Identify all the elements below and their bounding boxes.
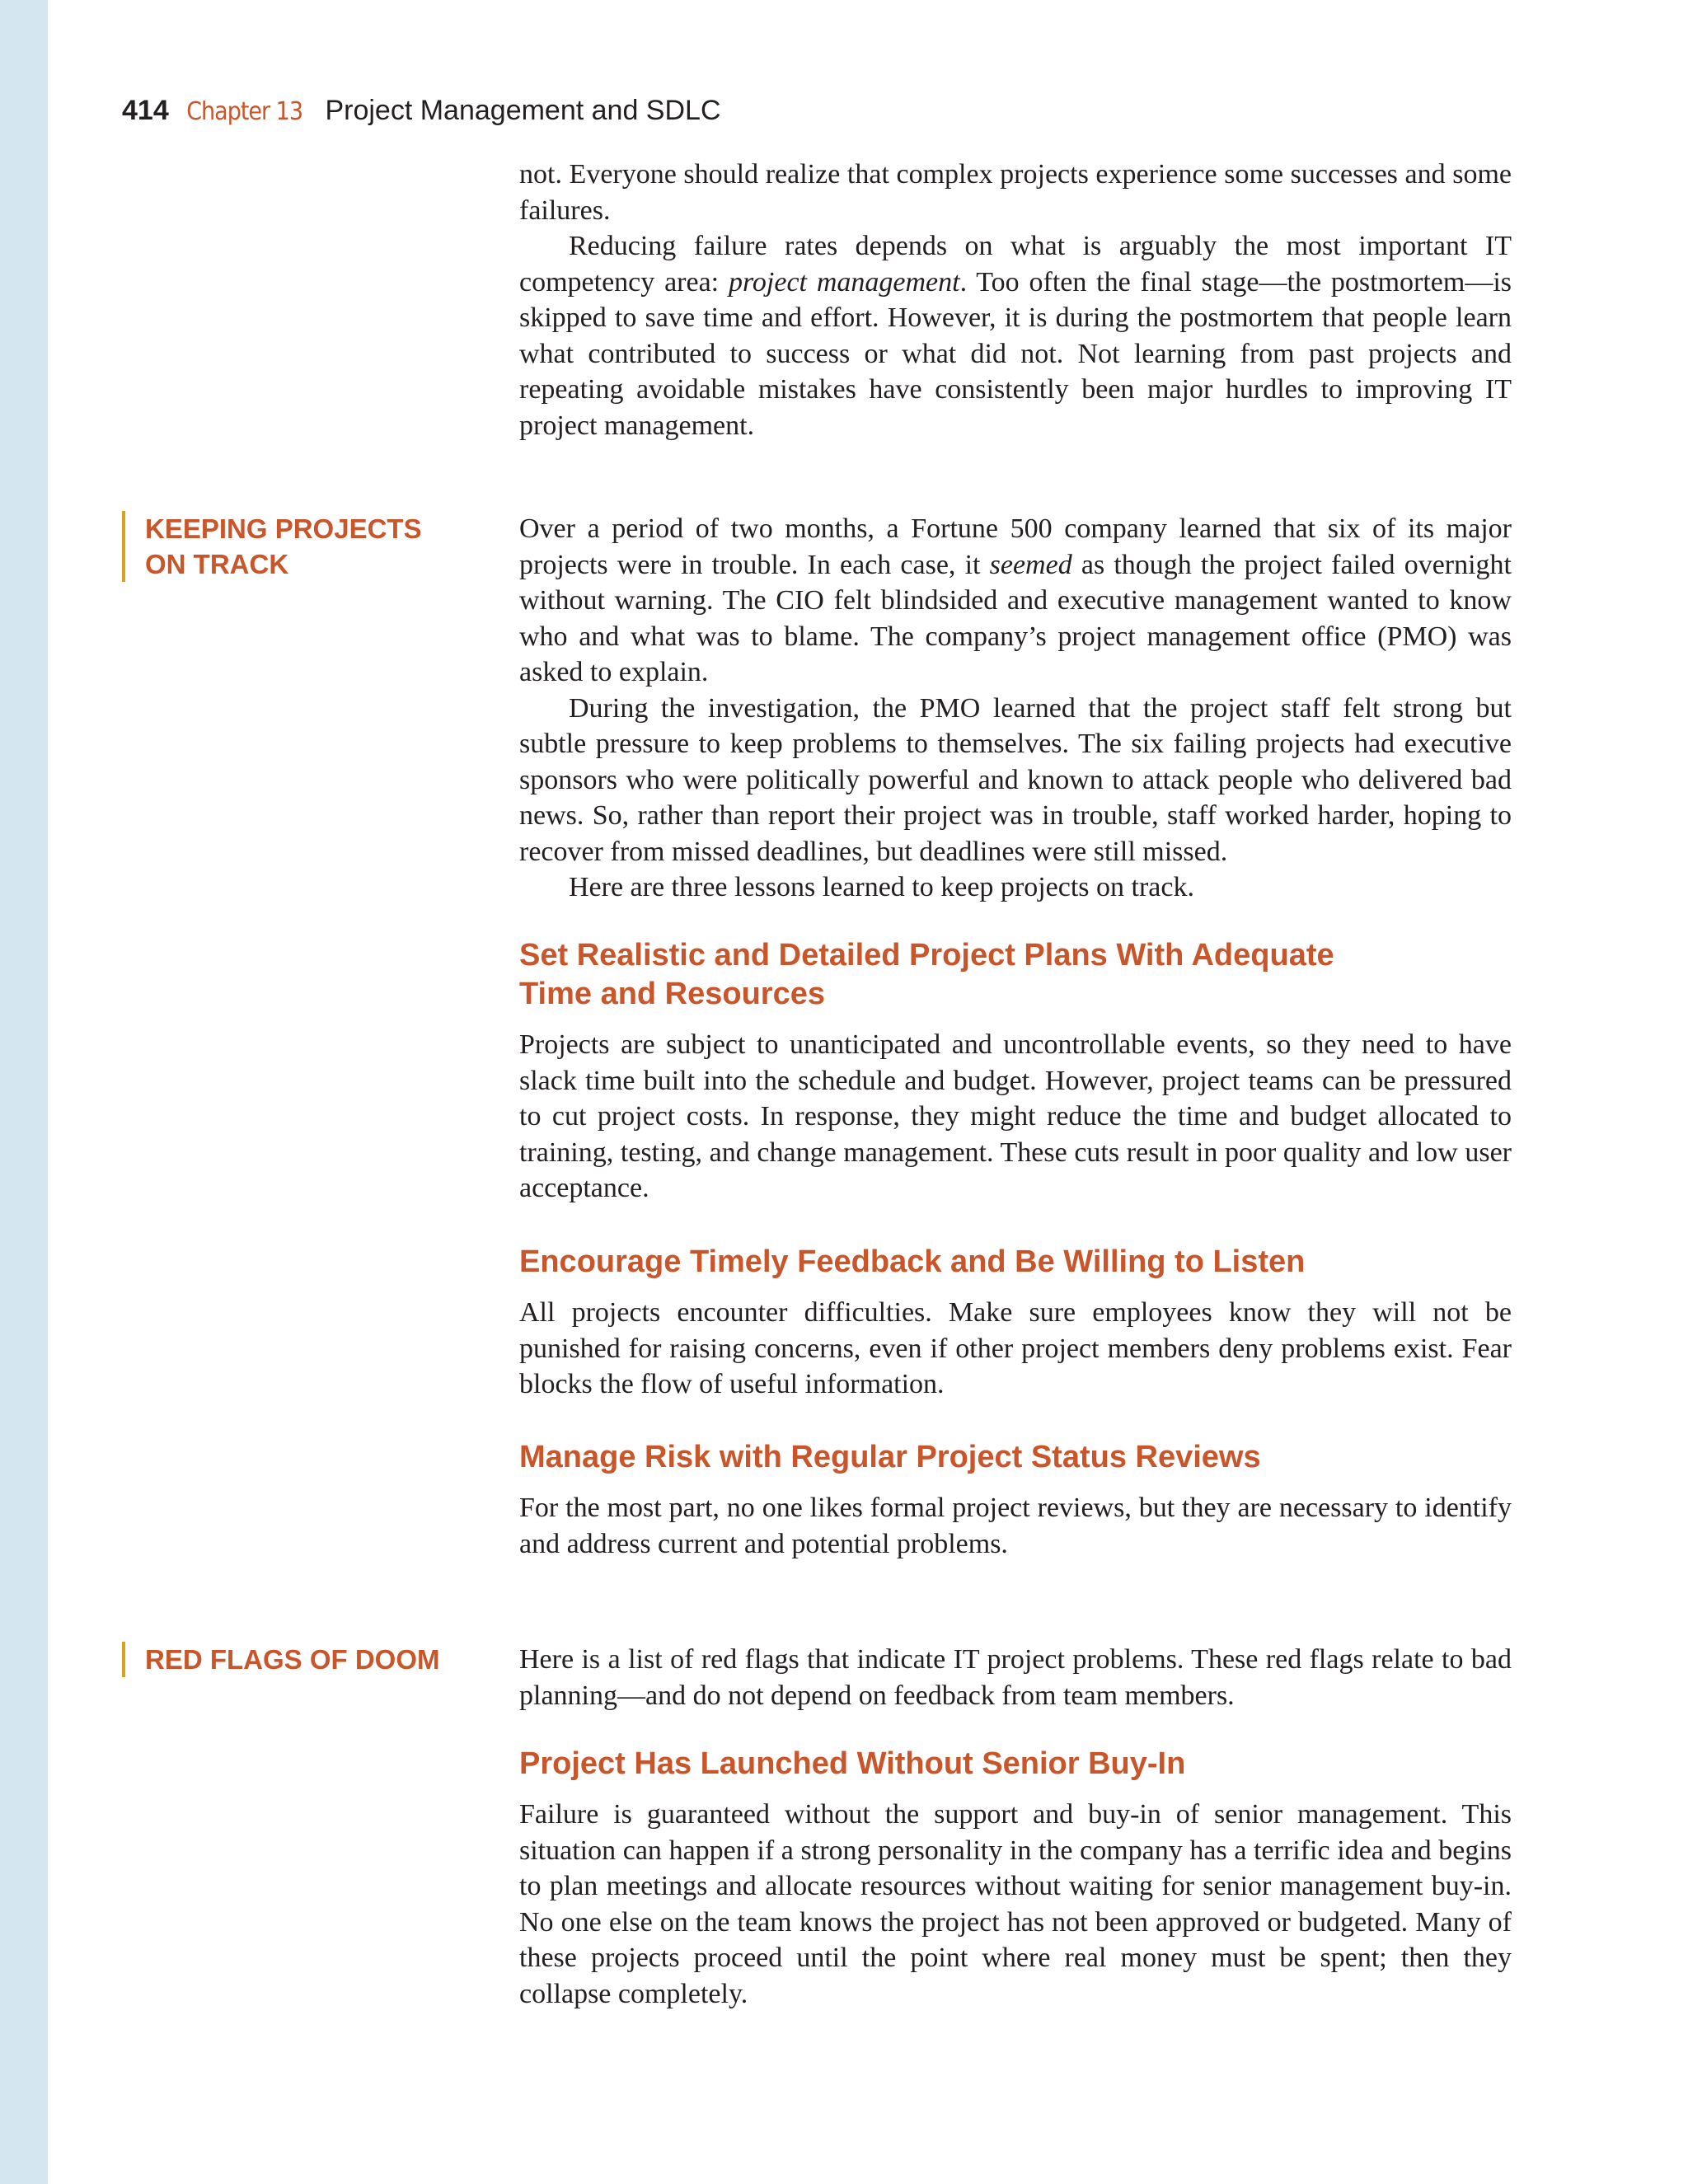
keeping-paragraph-3: Here are three lessons learned to keep projects on track.: [569, 872, 1194, 902]
red-flags-section: [519, 1642, 1512, 1713]
keeping-p1-emphasis: seemed: [989, 549, 1072, 580]
intro-p2-text-b: . Too often the final stage—the postmortem—is skipped to save time and effort. However, it is during the postmortem that people learn what contributed to success or what did not. Not learning from past projects and repeating avoidable mistakes have consistently been major hurdles to improving IT project management.: [519, 266, 1512, 441]
intro-paragraph-2: [519, 228, 1512, 443]
chapter-title: Project Management and SDLC: [325, 95, 721, 126]
manage-risk-paragraph: For the most part, no one likes formal project reviews, but they are necessary to identify and address current and potential problems.: [519, 1493, 1512, 1559]
subheading-senior-buy-in: Project Has Launched Without Senior Buy-In: [519, 1746, 1186, 1781]
subsection-senior-buy-in: [519, 1745, 1512, 2012]
side-heading-line-2: ON TRACK: [145, 549, 289, 579]
page-number: 414: [122, 95, 169, 126]
keeping-p1-text-a: Over a period of two months, a Fortune 500 company learned that six of its major projects were in trouble. In each case, it: [519, 513, 1512, 580]
subsection-manage-risk: [519, 1438, 1512, 1562]
intro-p2-emphasis: project management: [728, 266, 960, 298]
subheading-timely-feedback: Encourage Timely Feedback and Be Willing to Listen: [519, 1244, 1306, 1279]
subheading-realistic-plans: [519, 936, 1512, 1014]
subsection-realistic-plans: [519, 936, 1512, 1207]
red-flags-paragraph-1: Here is a list of red flags that indicate IT project problems. These red flags relate to bad planning—and do not depend on feedback from team members.: [519, 1644, 1512, 1711]
side-heading-line-1: KEEPING PROJECTS: [145, 513, 422, 544]
keeping-paragraph-1: [519, 511, 1512, 691]
keeping-section: [519, 511, 1512, 906]
intro-section: [519, 157, 1512, 443]
side-heading-red-flags: RED FLAGS OF DOOM: [122, 1642, 440, 1677]
timely-feedback-paragraph: All projects encounter difficulties. Make sure employees know they will not be punished for raising concerns, even if other project members deny problems exist. Fear blocks the flow of useful information.: [519, 1297, 1512, 1399]
subheading-line-2: Time and Resources: [519, 977, 826, 1011]
subsection-timely-feedback: [519, 1243, 1512, 1403]
senior-buy-in-paragraph: Failure is guaranteed without the support and buy-in of senior management. This situation can happen if a strong personality in the company has a terrific idea and begins to plan meetings and allocate resources without waiting for senior management buy-in. No one else on the team knows the project has not been approved or budgeted. Many of these projects proceed until the point where real money must be spent; then they collapse completely.: [519, 1799, 1512, 2009]
keeping-paragraph-2: During the investigation, the PMO learned that the project staff felt strong but subtle pressure to keep problems to themselves. The six failing projects had executive sponsors who were politically powerful and known to attack people who delivered bad news. So, rather than report their project was in trouble, staff worked harder, hoping to recover from missed deadlines, but deadlines were still missed.: [519, 692, 1512, 867]
realistic-plans-paragraph: Projects are subject to unanticipated and uncontrollable events, so they need to have slack time built into the schedule and budget. However, project teams can be pressured to cut project costs. In response, they might reduce the time and budget allocated to training, testing, and change management. These cuts result in poor quality and low user acceptance.: [519, 1029, 1512, 1203]
chapter-label: Chapter 13: [186, 97, 303, 126]
subheading-line-1: Set Realistic and Detailed Project Plans With Adequate: [519, 938, 1334, 972]
intro-paragraph-1: not. Everyone should realize that complex projects experience some successes and some failures.: [519, 159, 1512, 226]
side-heading-keeping-projects: [122, 511, 422, 582]
page-edge-band: [0, 0, 48, 2184]
subheading-manage-risk: Manage Risk with Regular Project Status Reviews: [519, 1440, 1261, 1474]
keeping-p1-text-b: as though the project failed overnight without warning. The CIO felt blindsided and executive management wanted to know who and what was to blame. The company’s project management office (PMO) was asked to explain.: [519, 549, 1512, 687]
running-header: [122, 92, 721, 130]
intro-p2-text-a: Reducing failure rates depends on what is arguably the most important IT competency area:: [519, 231, 1512, 298]
